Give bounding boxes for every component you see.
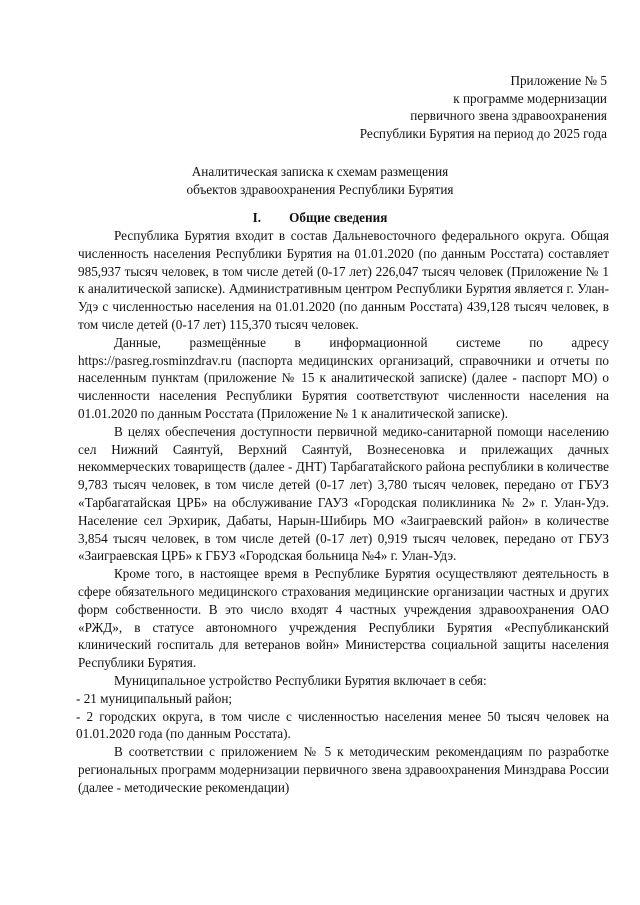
section-heading [0, 209, 640, 227]
document-title-line: Аналитическая записка к схемам размещения [191, 164, 449, 179]
body-paragraph: Кроме того, в настоящее время в Республике Бурятия осуществляют деятельность в сфере обязательного медицинского страхования медицинские организации частных и других форм собственности. В это число входят 4 частных учреждения здравоохранения ОАО «РЖД», в статусе автономного учреждения Республики Бурятия «Республиканский клинический госпиталь для ветеранов войн» Министерства социальной защиты населения Республики Бурятия. [78, 566, 609, 671]
document-title-line: объектов здравоохранения Республики Бурятия [186, 181, 454, 197]
body-paragraph: Муниципальное устройство Республики Бурятия включает в себя: [114, 672, 487, 688]
appendix-line: первичного звена здравоохранения [410, 108, 607, 124]
section-number: I. [252, 210, 262, 225]
list-item: - 21 муниципальный район; [76, 690, 233, 706]
document-title [0, 163, 640, 198]
list-item: - 2 городских округа, в том числе с численностью населения менее 50 тысяч человек на 01.01.2020 года (по данным Росстата). [76, 708, 609, 742]
appendix-line: Республики Бурятия на период до 2025 года [359, 125, 607, 141]
section-title: Общие сведения [289, 210, 388, 225]
body-paragraph: В целях обеспечения доступности первичной медико-санитарной помощи населению сел Нижний Саянтуй, Верхний Саянтуй, Вознесеновка и прилежащих дачных некоммерческих товариществ (далее - ДНТ) Тарбагатайского района республики в количестве 9,783 тысяч человек, в том числе детей (0-17 лет) 3,780 тысяч человек, передано от ГБУЗ «Тарбагатайская ЦРБ» на обслуживание ГАУЗ «Городская поликлиника № 2» г. Улан-Удэ. Население сел Эрхирик, Дабаты, Нарын-Шибирь МО «Заиграевский район» в количестве 3,854 тысяч человек, в том числе детей (0-17 лет) 0,919 тысяч человек, передано от ГБУЗ «Заиграевская ЦРБ» к ГБУЗ «Городская больница №4» г. Улан-Удэ. [78, 423, 609, 564]
appendix-line: к программе модернизации [453, 90, 607, 106]
appendix-header [360, 72, 607, 142]
document-body [78, 227, 609, 797]
body-paragraph: Данные, размещённые в информационной системе по адресу https://pasreg.rosminzdrav.ru (паспорта медицинских организаций, справочники и отчеты по населенным пунктам (приложение № 15 к аналитической записке) (далее - паспорт МО) о численности населения Республики Бурятия соответствуют численности населения на 01.01.2020 по данным Росстата (Приложение № 1 к аналитической записке). [78, 334, 609, 421]
body-paragraph: В соответствии с приложением № 5 к методическим рекомендациям по разработке региональных программ модернизации первичного звена здравоохранения Минздрава России (далее - методические рекомендации) [78, 744, 609, 795]
appendix-line: Приложение № 5 [510, 73, 607, 88]
body-paragraph: Республика Бурятия входит в состав Дальневосточного федерального округа. Общая численность населения Республики Бурятия на 01.01.2020 (по данным Росстата) составляет 985,937 тысяч человек, в том числе детей (0-17 лет) 226,047 тысяч человек (Приложение № 1 к аналитической записке). Административным центром Республики Бурятия является г. Улан-Удэ с численностью населения на 01.01.2020 (по данным Росстата) 439,128 тысяч человек, в том числе детей (0-17 лет) 115,370 тысяч человек. [78, 228, 609, 332]
